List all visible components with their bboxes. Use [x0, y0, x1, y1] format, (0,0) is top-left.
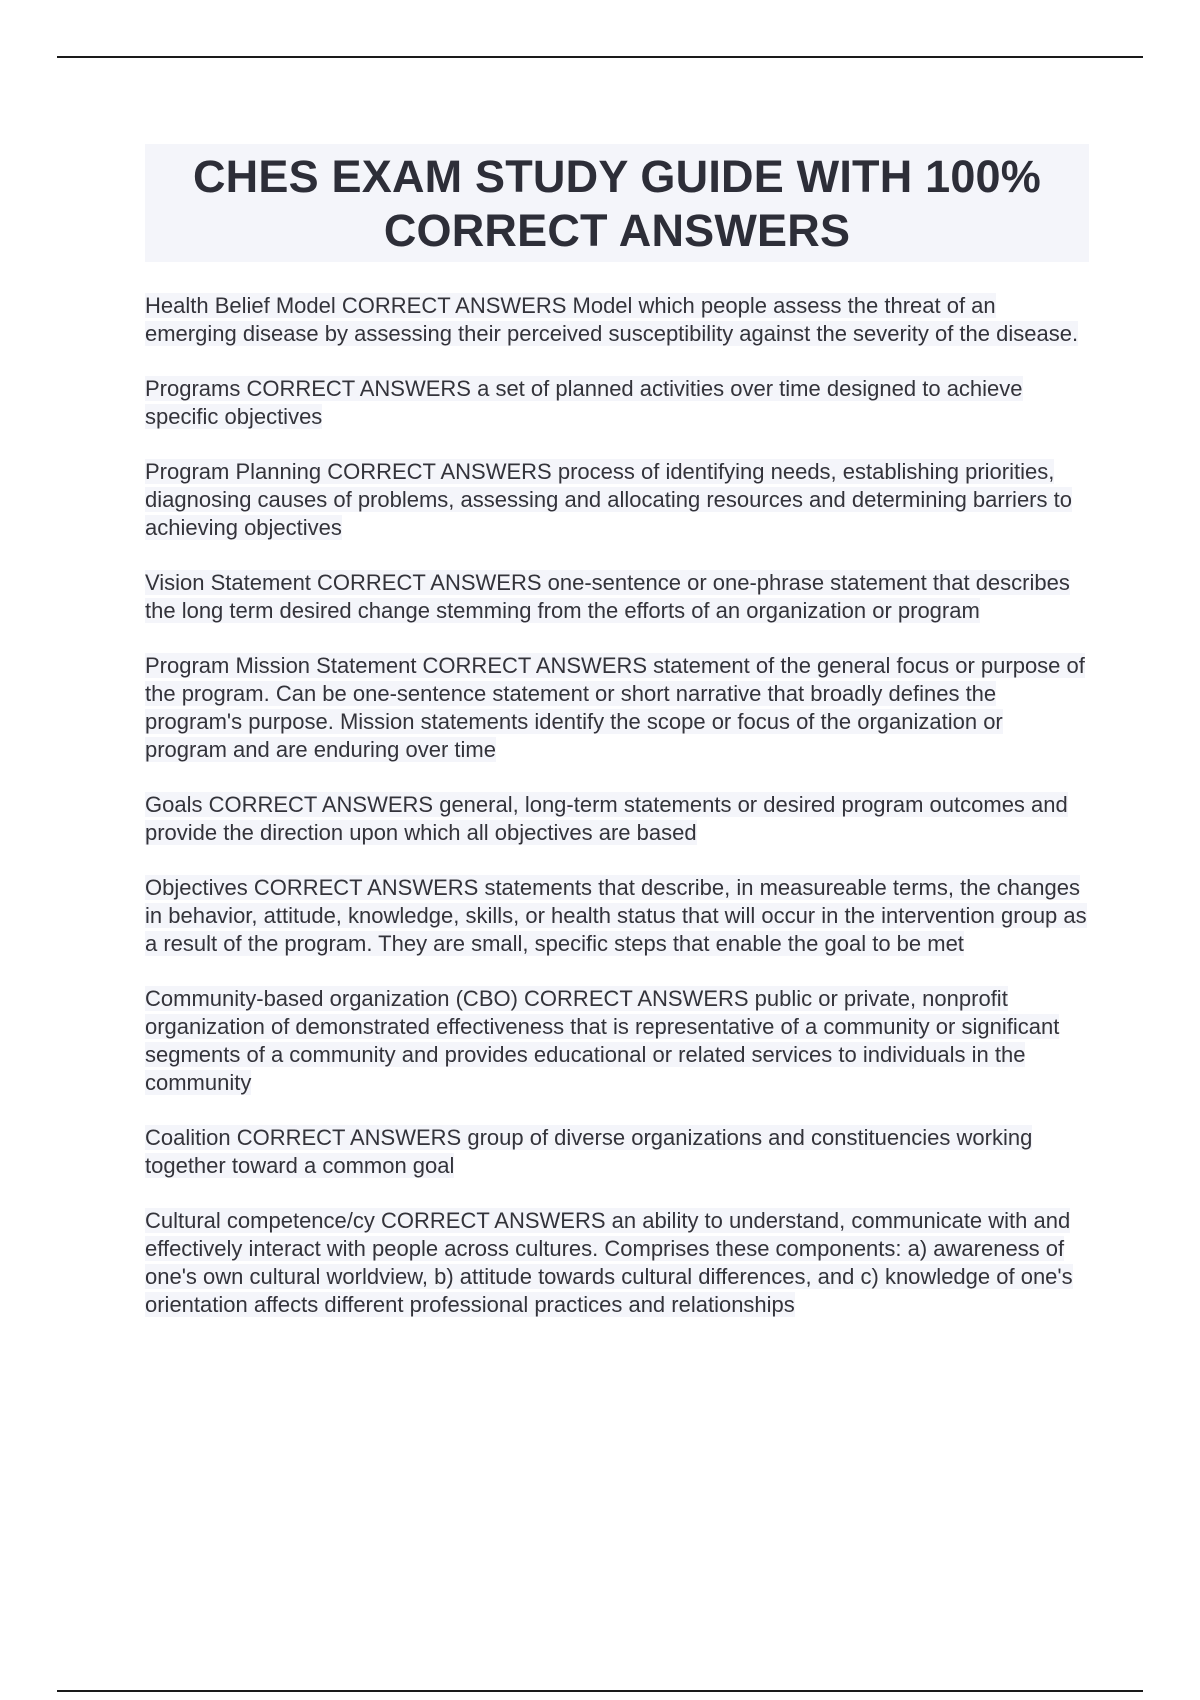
entry-text: Coalition CORRECT ANSWERS group of diverse organizations and constituencies working together toward a common goal — [145, 1125, 1033, 1178]
entry-program-mission-statement — [145, 652, 1089, 764]
document-title: CHES EXAM STUDY GUIDE WITH 100% CORRECT ANSWERS — [192, 151, 1042, 256]
entry-text: Program Planning CORRECT ANSWERS process of identifying needs, establishing priorities, diagnosing causes of problems, assessing and allocating resources and determining barriers to achieving objectives — [145, 459, 1072, 540]
entry-text: Program Mission Statement CORRECT ANSWERS statement of the general focus or purpose of the program. Can be one-sentence statement or short narrative that broadly defines the program's purpose. Mission statements identify the scope or focus of the organization or program and are enduring over time — [145, 653, 1085, 762]
entry-text: Community-based organization (CBO) CORRECT ANSWERS public or private, nonprofit organization of demonstrated effectiveness that is representative of a community or significant segments of a community and provides educational or related services to individuals in the community — [145, 986, 1060, 1095]
entry-text: Cultural competence/cy CORRECT ANSWERS an ability to understand, communicate with and effectively interact with people across cultures. Comprises these components: a) awareness of one's own cultural worldview, b) attitude towards cultural differences, and c) knowledge of one's orientation affects different professional practices and relationships — [145, 1208, 1073, 1317]
entry-programs — [145, 375, 1089, 431]
entry-coalition — [145, 1124, 1089, 1180]
entry-objectives — [145, 874, 1089, 958]
entry-goals — [145, 791, 1089, 847]
entry-text: Objectives CORRECT ANSWERS statements that describe, in measureable terms, the changes in behavior, attitude, knowledge, skills, or health status that will occur in the intervention group as a result of the program. They are small, specific steps that enable the goal to be met — [145, 875, 1087, 956]
document-body — [145, 144, 1089, 1346]
entry-text: Vision Statement CORRECT ANSWERS one-sentence or one-phrase statement that describes the long term desired change stemming from the efforts of an organization or program — [145, 570, 1070, 623]
top-divider — [57, 56, 1143, 58]
entry-health-belief-model — [145, 292, 1089, 348]
entry-text: Goals CORRECT ANSWERS general, long-term statements or desired program outcomes and provide the direction upon which all objectives are based — [145, 792, 1068, 845]
entry-text: Health Belief Model CORRECT ANSWERS Model which people assess the threat of an emerging disease by assessing their perceived susceptibility against the severity of the disease. — [145, 293, 1079, 346]
entry-program-planning — [145, 458, 1089, 542]
entry-cultural-competence — [145, 1207, 1089, 1319]
bottom-divider — [57, 1690, 1143, 1692]
title-banner — [145, 144, 1089, 262]
entry-community-based-organization — [145, 985, 1089, 1097]
entry-text: Programs CORRECT ANSWERS a set of planned activities over time designed to achieve specific objectives — [145, 376, 1023, 429]
entry-vision-statement — [145, 569, 1089, 625]
